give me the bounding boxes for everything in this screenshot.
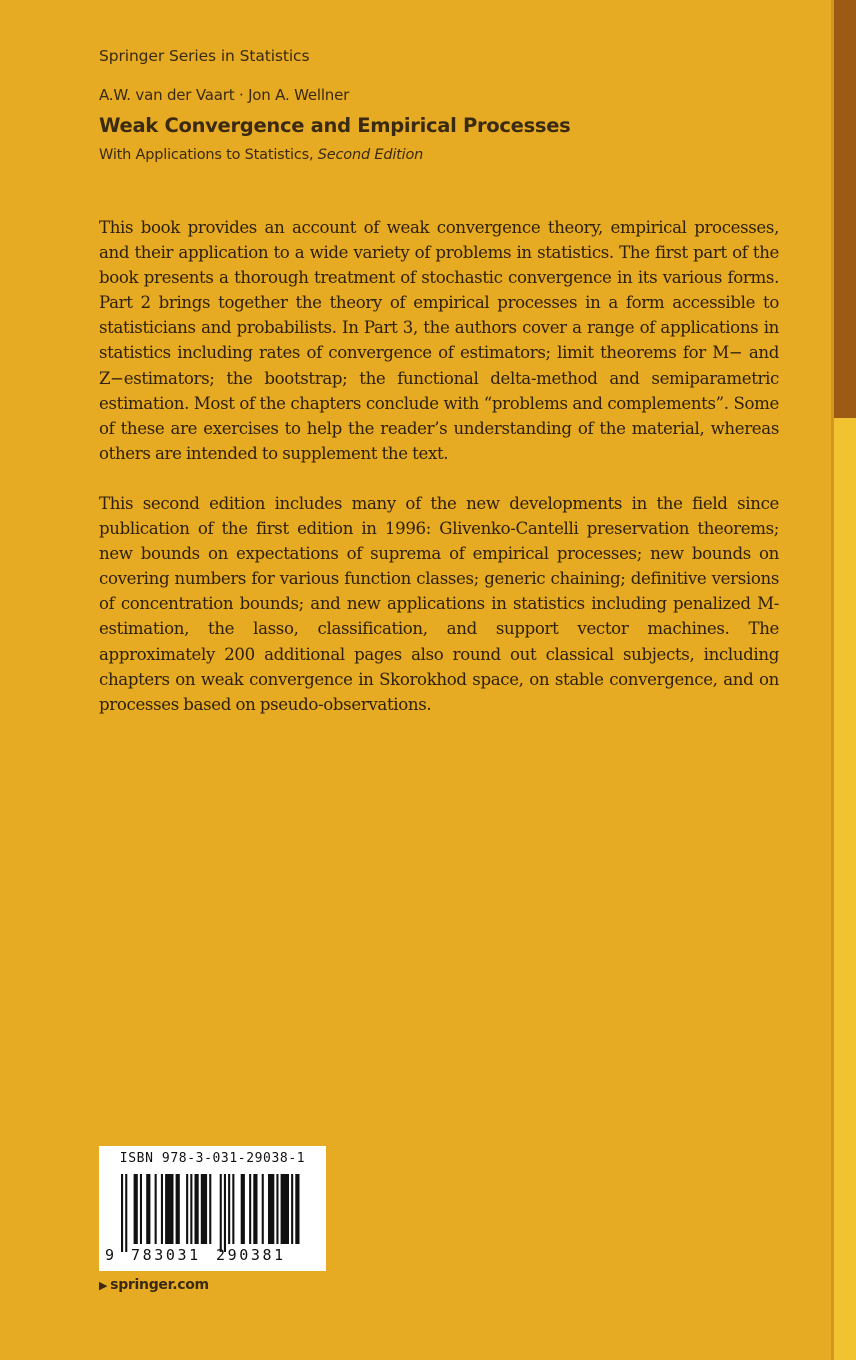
website-text: springer.com (110, 1277, 209, 1293)
barcode-bar (146, 1174, 150, 1244)
barcode-bar (253, 1174, 257, 1244)
barcode-bar (195, 1174, 199, 1244)
barcode-bar (155, 1174, 157, 1244)
ean-group-right: 290381 (216, 1246, 286, 1264)
triangle-right-icon: ▶ (99, 1279, 108, 1292)
barcode-bar (241, 1174, 245, 1244)
barcode-bar (249, 1174, 251, 1244)
description-paragraph-2: This second edition includes many of the new developments in the field since publication of the first edition in 1996: Glivenko-Cantelli preservation theorems; new bounds on expectations of suprema of empirical processes; new bounds on covering numbers for various function classes; generic chaining; definitive versions of concentration bounds; and new applications in statistics including penalized M-estimation, the lasso, classification, and support vector machines. The approximately 200 additional pages also round out classical subjects, including chapters on weak convergence in Skorokhod space, on stable convergence, and on processes based on pseudo-observations. (99, 494, 779, 714)
subtitle-edition: Second Edition (317, 147, 424, 163)
barcode-bar (176, 1174, 180, 1244)
barcode-bar (295, 1174, 299, 1244)
barcode-bar (209, 1174, 211, 1244)
barcode-bar (291, 1174, 293, 1244)
ean-lead-digit: 9 (105, 1246, 115, 1264)
isbn-text: ISBN 978-3-031-29038-1 (119, 1151, 306, 1166)
barcode-bar (190, 1174, 192, 1244)
website-link[interactable] (99, 1277, 209, 1293)
barcode-bar (186, 1174, 188, 1244)
book-title: Weak Convergence and Empirical Processes (99, 114, 571, 137)
barcode-bar (232, 1174, 234, 1244)
barcode-bar (161, 1174, 163, 1244)
barcode-bar (220, 1174, 222, 1252)
subtitle-main: With Applications to Statistics, (99, 147, 318, 163)
series-name: Springer Series in Statistics (99, 47, 310, 65)
barcode-bar (121, 1174, 123, 1252)
barcode-bars (121, 1174, 305, 1252)
barcode-bar (165, 1174, 173, 1244)
spine-strip (834, 0, 856, 1360)
book-subtitle (99, 147, 423, 163)
barcode-bar (134, 1174, 138, 1244)
authors: A.W. van der Vaart · Jon A. Wellner (99, 86, 350, 104)
barcode-bar (228, 1174, 230, 1244)
barcode-bar (268, 1174, 274, 1244)
barcode-bar (276, 1174, 278, 1244)
barcode-bar (281, 1174, 289, 1244)
barcode-bar (201, 1174, 207, 1244)
barcode-bar (125, 1174, 127, 1252)
ean-group-left: 783031 (131, 1246, 201, 1264)
barcode-bar (262, 1174, 264, 1244)
barcode-bar (224, 1174, 226, 1252)
barcode-bar (140, 1174, 142, 1244)
description-paragraph-1: This book provides an account of weak convergence theory, empirical processes, and their application to a wide variety of problems in statistics. The first part of the book presents a thorough treatment of stochastic convergence in its various forms. Part 2 brings together the theory of empirical processes in a form accessible to statisticians and probabilists. In Part 3, the authors cover a range of applications in statistics including rates of convergence of estimators; limit theorems for M− and Z−estimators; the bootstrap; the functional delta-method and semiparametric estimation. Most of the chapters conclude with “problems and complements”. Some of these are exercises to help the reader’s understanding of the material, whereas others are intended to supplement the text. (99, 218, 779, 463)
isbn-barcode (99, 1146, 326, 1271)
